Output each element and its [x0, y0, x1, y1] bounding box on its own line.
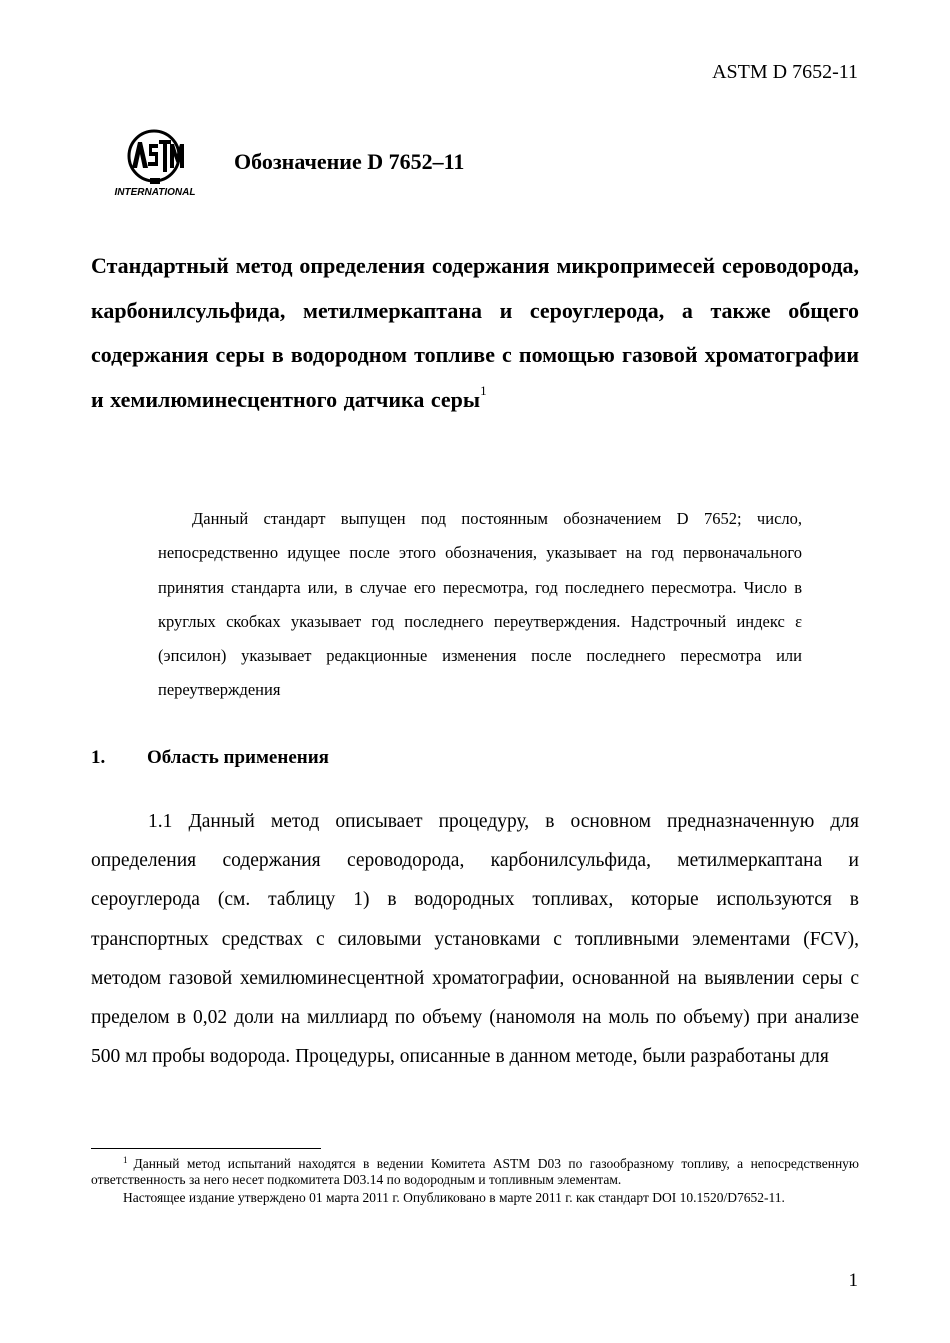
footnotes: [91, 1156, 859, 1208]
header-standard-code: ASTM D 7652-11: [712, 61, 858, 83]
title-footnote-ref: 1: [480, 382, 487, 398]
standard-designation: Обозначение D 7652–11: [234, 149, 465, 174]
section-title: Область применения: [147, 747, 329, 768]
footnote-2-text: Настоящее издание утверждено 01 марта 2011 г. Опубликовано в марте 2011 г. как стандарт DOI 10.1520/D7652-11.: [123, 1190, 785, 1205]
paragraph-1-1: 1.1 Данный метод описывает процедуру, в основном предназначенную для определения содержания сероводорода, карбонилсульфида, метилмеркаптана и сероуглерода (см. таблицу 1) в водородных топливах, которые используются в транспортных средствах с силовыми установками с топливными элементами (FCV), методом газовой хемилюминесцентной хроматографии, основанной на выявлении серы с пределом в 0,02 доли на миллиард по объему (наномоля на моль по объему) при анализе 500 мл пробы водорода. Процедуры, описанные в данном методе, были разработаны для: [91, 811, 859, 1068]
footnote-1: [91, 1156, 859, 1188]
footnote-separator: [91, 1148, 321, 1149]
page-number: 1: [848, 1270, 858, 1291]
section-heading: [91, 744, 329, 772]
footnote-1-ref: 1: [123, 1155, 128, 1165]
section-number: 1.: [91, 747, 106, 768]
document-title-text: Стандартный метод определения содержания микропримесей сероводорода, карбонилсульфида, метилмеркаптана и сероуглерода, а также общего содержания серы в водородном топливе с помощью газовой хроматографии и хемилюминесцентного датчика серы: [91, 253, 859, 412]
astm-logo-icon: [112, 128, 198, 200]
logo-caption-text: INTERNATIONAL: [114, 187, 196, 198]
standard-notice-paragraph: Данный стандарт выпущен под постоянным обозначением D 7652; число, непосредственно идущее после этого обозначения, указывает на год первоначального принятия стандарта или, в случае его пересмотра, год последнего пересмотра. Число в круглых скобках указывает год последнего переутверждения. Надстрочный индекс ε (эпсилон) указывает редакционные изменения после последнего пересмотра или переутверждения: [158, 509, 802, 700]
footnote-2: [91, 1190, 859, 1206]
footnote-1-text: Данный метод испытаний находятся в ведении Комитета ASTM D03 по газообразному топливу, а непосредственную ответственность за него несет подкомитета D03.14 по водородным и топливным элементам.: [91, 1156, 859, 1187]
astm-international-logo: [112, 128, 198, 200]
document-title: [91, 244, 859, 422]
